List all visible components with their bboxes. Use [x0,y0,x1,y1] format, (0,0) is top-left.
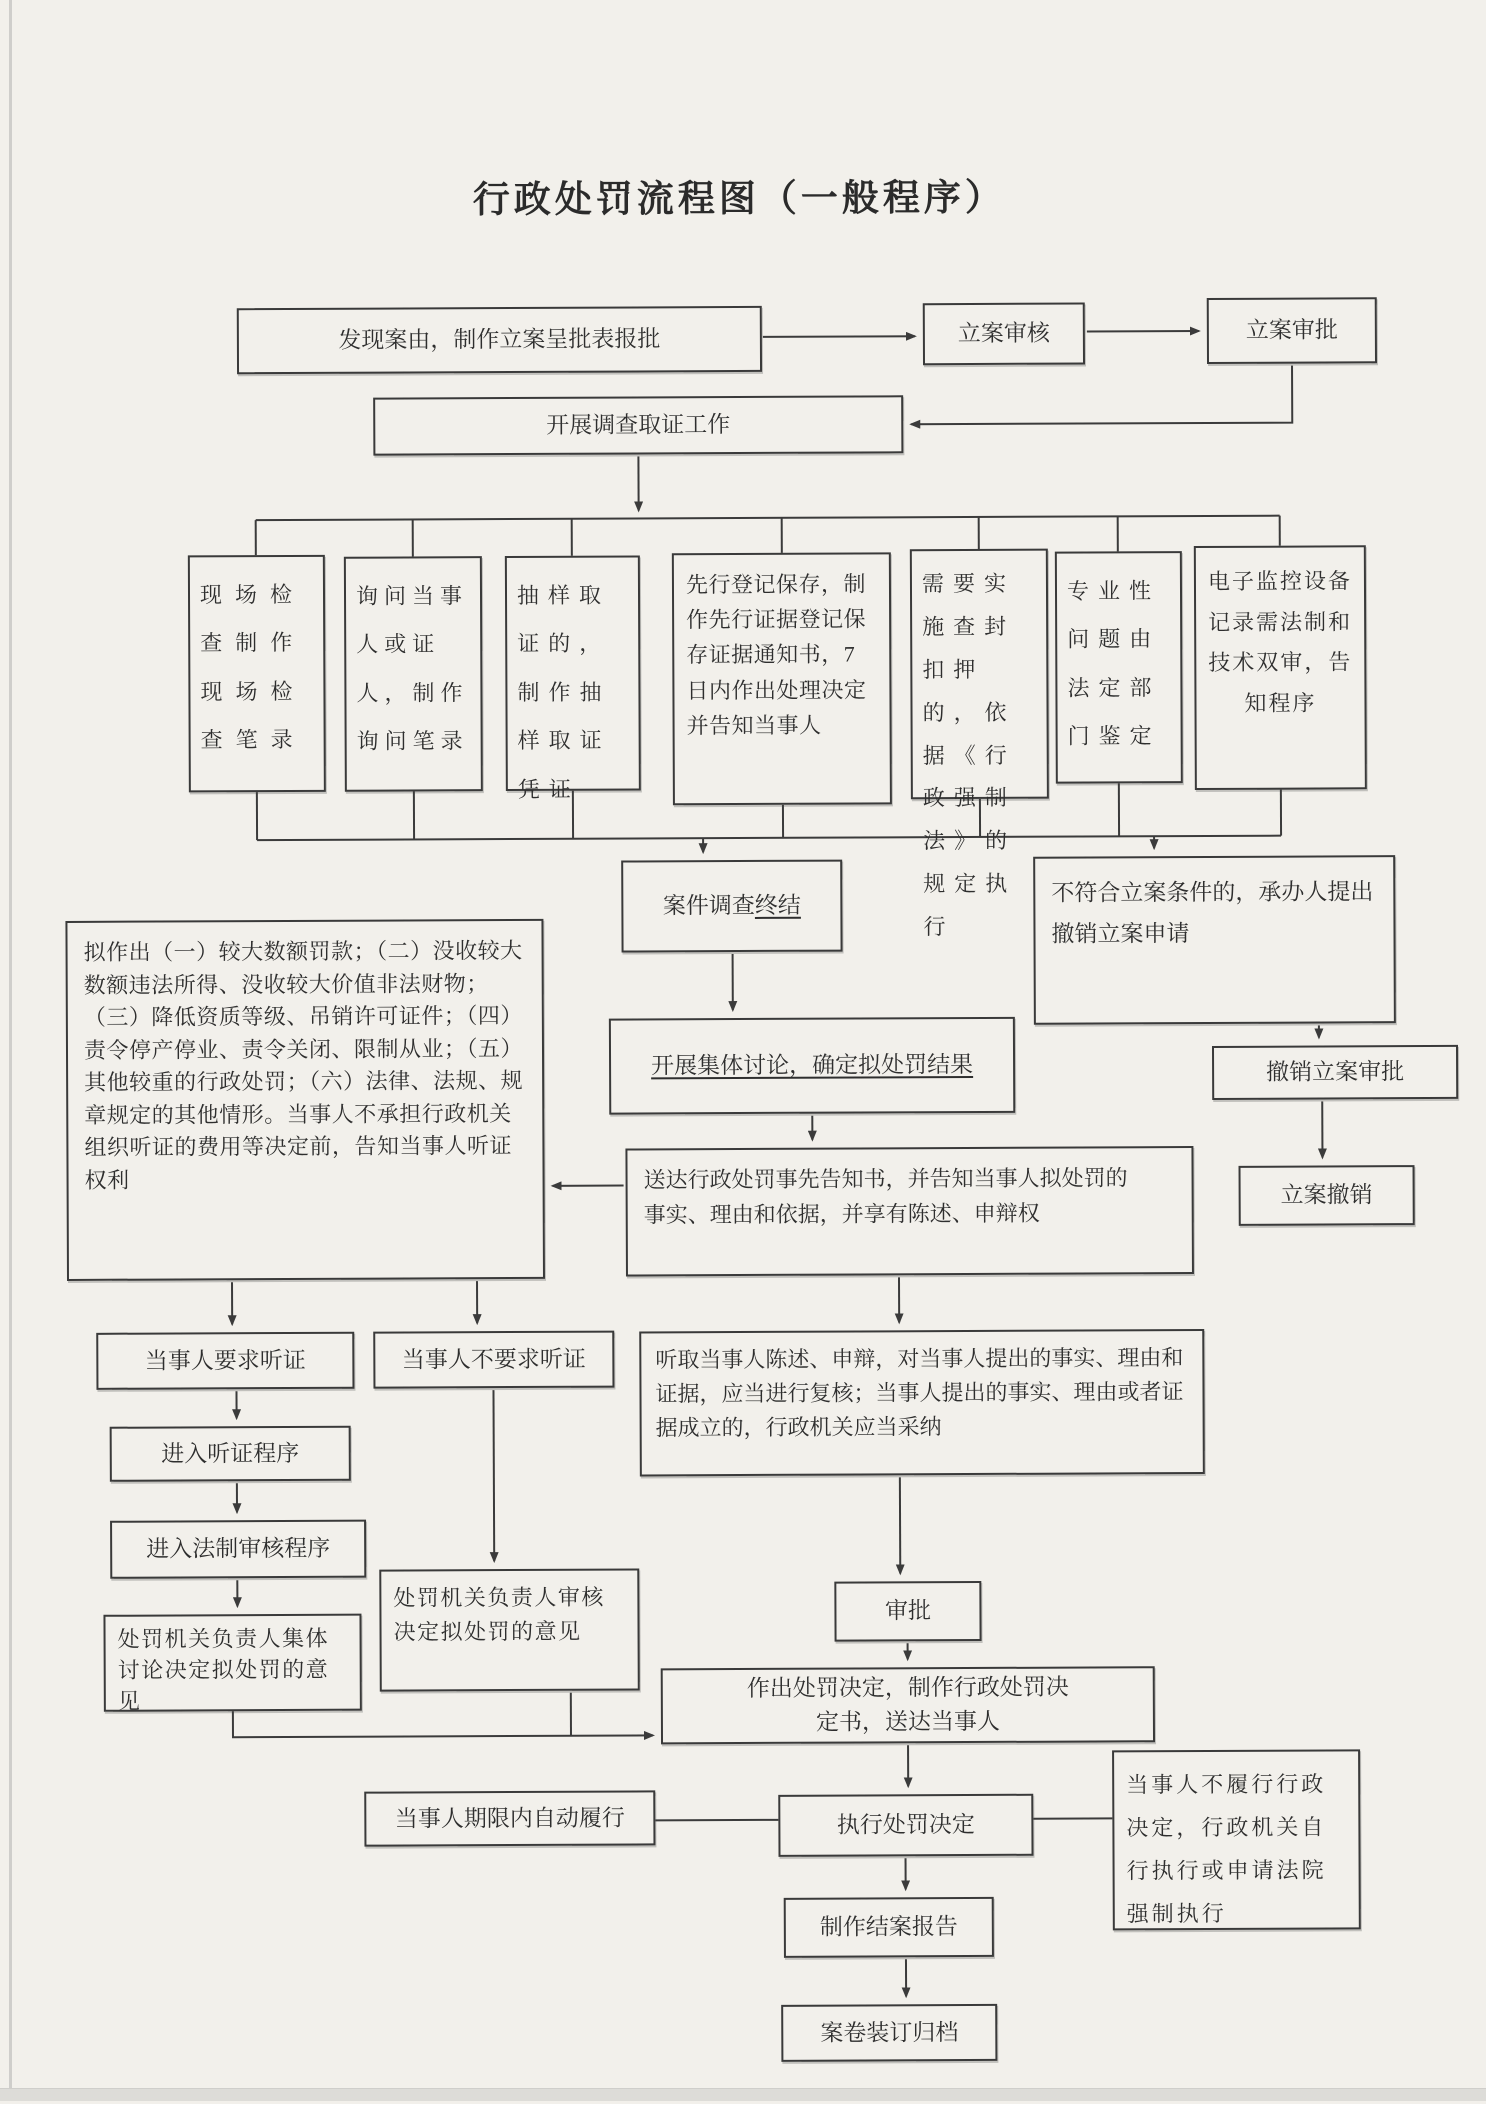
node-execute-penalty: 执行处罚决定 [778,1794,1033,1857]
node-party-no-hearing: 当事人不要求听证 [373,1331,614,1389]
node-head-review-decision: 处罚机关负责人审核决定拟处罚的意见 [379,1568,640,1691]
node-closing-report: 制作结案报告 [784,1897,994,1958]
node-revoke-filing-approval: 撤销立案审批 [1212,1045,1458,1100]
node-party-requests-hearing: 当事人要求听证 [96,1332,354,1390]
node-electronic-monitoring: 电子监控设备记录需法制和技术双审，告知程序 [1194,545,1367,790]
node-voluntary-performance: 当事人期限内自动履行 [364,1790,655,1846]
node-archive-file: 案卷装订归档 [781,2004,997,2062]
node-penalty-decision: 作出处罚决定，制作行政处罚决定书，送达当事人 [661,1666,1155,1744]
node-legal-review-procedure: 进入法制审核程序 [110,1520,366,1579]
scan-edge-bottom [0,2088,1486,2101]
node-inquiry-record: 询问当事人或证人，制作询问笔录 [344,556,483,792]
node-compulsory-execution: 当事人不履行行政决定，行政机关自行执行或申请法院强制执行 [1112,1749,1361,1930]
node-case-filing-review: 立案审核 [923,303,1085,366]
node-expert-appraisal: 专业性问题由法定部门鉴定 [1055,551,1183,784]
node-collective-decision: 处罚机关负责人集体讨论决定拟处罚的意见 [103,1614,361,1712]
node-hearing-procedure: 进入听证程序 [110,1426,351,1482]
conclude-text: 案件调查 [663,888,755,924]
conclude-text-underlined: 终结 [755,888,801,924]
node-collective-discussion [609,1017,1015,1115]
node-sampling-evidence: 抽样取证的，制作抽样取证凭证 [505,555,641,791]
page-title: 行政处罚流程图（一般程序） [0,165,1482,225]
node-onsite-inspection: 现场检查制作现场检查笔录 [188,555,326,793]
node-investigation: 开展调查取证工作 [373,395,903,455]
node-case-filing-revoked: 立案撤销 [1239,1165,1415,1226]
node-withdraw-case-request: 不符合立案条件的，承办人提出撤销立案申请 [1033,855,1396,1025]
node-prior-notification: 送达行政处罚事先告知书，并告知当事人拟处罚的事实、理由和依据，并享有陈述、申辩权 [625,1146,1194,1276]
node-hearing-rights-notice: 拟作出（一）较大数额罚款；（二）没收较大数额违法所得、没收较大价值非法财物；（三）降低资质等级、吊销许可证件；（四）责令停产停业、责令关闭、限制从业；（五）其他较重的行政处罚；（六）法律、法规、规章规定的其他情形。当事人不承担行政机关组织听证的费用等决定前，告知当事人听证权利 [65,919,545,1281]
node-evidence-registration: 先行登记保存，制作先行证据登记保存证据通知书，7日内作出处理决定并告知当事人 [672,552,892,805]
node-review-statements: 听取当事人陈述、申辩，对当事人提出的事实、理由和证据，应当进行复核；当事人提出的事实、理由或者证据成立的，行政机关应当采纳 [639,1329,1205,1476]
discuss-text: 开展集体讨论，确定拟处罚结果 [651,1047,973,1084]
node-investigation-concluded [621,860,842,953]
node-discover-case: 发现案由，制作立案呈批表报批 [237,306,762,374]
scan-edge-left [9,0,12,2101]
node-seizure-procedure: 需要实施查封扣押的，依据《行政强制法》的规定执行 [910,549,1049,800]
node-final-approval: 审批 [834,1581,981,1642]
node-case-filing-approval: 立案审批 [1207,297,1377,364]
